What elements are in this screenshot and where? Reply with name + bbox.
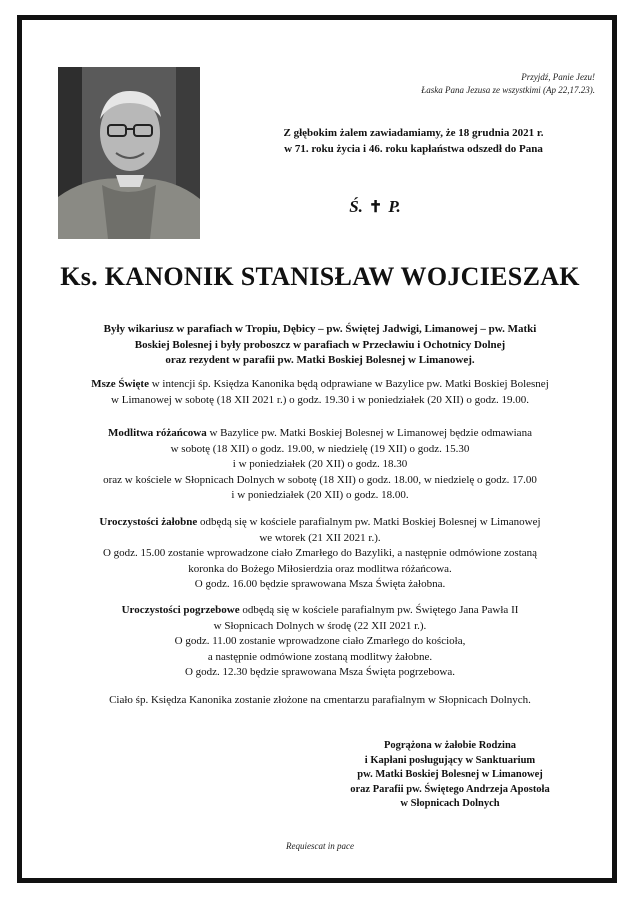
signature-line: oraz Parafii pw. Świętego Andrzeja Apostoła [350, 783, 550, 795]
bio-line: Boskiej Bolesnej i były proboszcz w parafiach w Przecławiu i Ochotnicy Dolnej [134, 338, 506, 351]
signature-block [300, 739, 600, 812]
masses-heading: Msze Święte [91, 378, 149, 390]
mourning-text: odbędą się w kościele parafialnym pw. Matki Boskiej Bolesnej w Limanowej [197, 516, 541, 528]
funeral-heading: Uroczystości pogrzebowe [121, 604, 240, 616]
funeral-line: O godz. 12.30 będzie sprawowana Msza Święta pogrzebowa. [184, 666, 456, 678]
rosary-line: i w poniedziałek (20 XII) o godz. 18.00. [231, 489, 409, 501]
rosary-line: i w poniedziałek (20 XII) o godz. 18.30 [232, 458, 408, 470]
epigraph-line-1: Przyjdź, Panie Jezu! [521, 72, 595, 82]
rosary-line: w sobotę (18 XII) o godz. 19.00, w niedzielę (19 XII) o godz. 15.30 [170, 442, 470, 455]
sp-left: Ś. [349, 197, 363, 216]
masses-line: w Limanowej w sobotę (18 XII 2021 r.) o godz. 19.30 i w poniedziałek (20 XII) o godz. 19.00. [111, 393, 529, 406]
burial-line: Ciało śp. Księdza Kanonika zostanie złożone na cmentarzu parafialnym w Słopnicach Dolnych. [109, 694, 531, 706]
portrait-photo [58, 67, 200, 239]
rosary-section [40, 426, 600, 504]
bio-line: oraz rezydent w parafii pw. Matki Boskiej Bolesnej w Limanowej. [165, 354, 475, 366]
epigraph-line-2: Łaska Pana Jezusa ze wszystkimi (Ap 22,17.23). [421, 85, 595, 95]
announcement-line-2: w 71. roku życia i 46. roku kapłaństwa odszedł do Pana [284, 143, 543, 155]
sp-right: P. [388, 197, 401, 216]
epigraph [265, 71, 595, 97]
rosary-text: w Bazylice pw. Matki Boskiej Bolesnej w Limanowej będzie odmawiana [206, 427, 532, 439]
funeral-line: a następnie odmówione zostaną modlitwy żałobne. [207, 650, 433, 663]
deceased-name: Ks. KANONIK STANISŁAW WOJCIESZAK [60, 262, 580, 291]
mourning-ceremony-section [40, 515, 600, 593]
mourning-line: koronka do Bożego Miłosierdzia oraz modlitwa różańcowa. [188, 562, 452, 575]
announcement-line-1: Z głębokim żalem zawiadamiamy, że 18 grudnia 2021 r. [283, 127, 544, 139]
funeral-section [40, 603, 600, 681]
funeral-line: w Słopnicach Dolnych w środę (22 XII 2021 r.). [213, 619, 427, 632]
mourning-line: O godz. 16.00 będzie sprawowana Msza Święta żałobna. [194, 578, 446, 590]
funeral-line: O godz. 11.00 zostanie wprowadzone ciało Zmarłego do kościoła, [174, 635, 466, 647]
cross-icon: ✝ [368, 199, 383, 216]
death-announcement [236, 125, 591, 157]
closing-phrase: Requiescat in pace [286, 841, 354, 851]
signature-line: pw. Matki Boskiej Bolesnej w Limanowej [357, 769, 543, 780]
sp-symbol [330, 197, 420, 217]
signature-line: i Kapłani posługujący w Sanktuarium [364, 754, 536, 766]
bio-line: Były wikariusz w parafiach w Tropiu, Dębicy – pw. Świętej Jadwigi, Limanowej – pw. Matki [103, 323, 537, 335]
biography [40, 322, 600, 369]
masses-text: w intencji śp. Księdza Kanonika będą odprawiane w Bazylice pw. Matki Boskiej Bolesnej [148, 378, 549, 390]
rosary-heading: Modlitwa różańcowa [108, 427, 207, 439]
funeral-text: odbędą się w kościele parafialnym pw. Świętego Jana Pawła II [239, 604, 519, 616]
masses-section [40, 377, 600, 408]
burial-note [40, 693, 600, 709]
mourning-heading: Uroczystości żałobne [99, 516, 198, 528]
signature-line: Pogrążona w żałobie Rodzina [383, 740, 517, 751]
mourning-line: O godz. 15.00 zostanie wprowadzone ciało Zmarłego do Bazyliki, a następnie odmówione zostaną [102, 547, 538, 559]
mourning-line: we wtorek (21 XII 2021 r.). [259, 531, 381, 544]
rosary-line: oraz w kościele w Słopnicach Dolnych w sobotę (18 XII) o godz. 18.00, w niedzielę o godz. 17.00 [103, 473, 537, 486]
signature-line: w Słopnicach Dolnych [400, 798, 500, 809]
